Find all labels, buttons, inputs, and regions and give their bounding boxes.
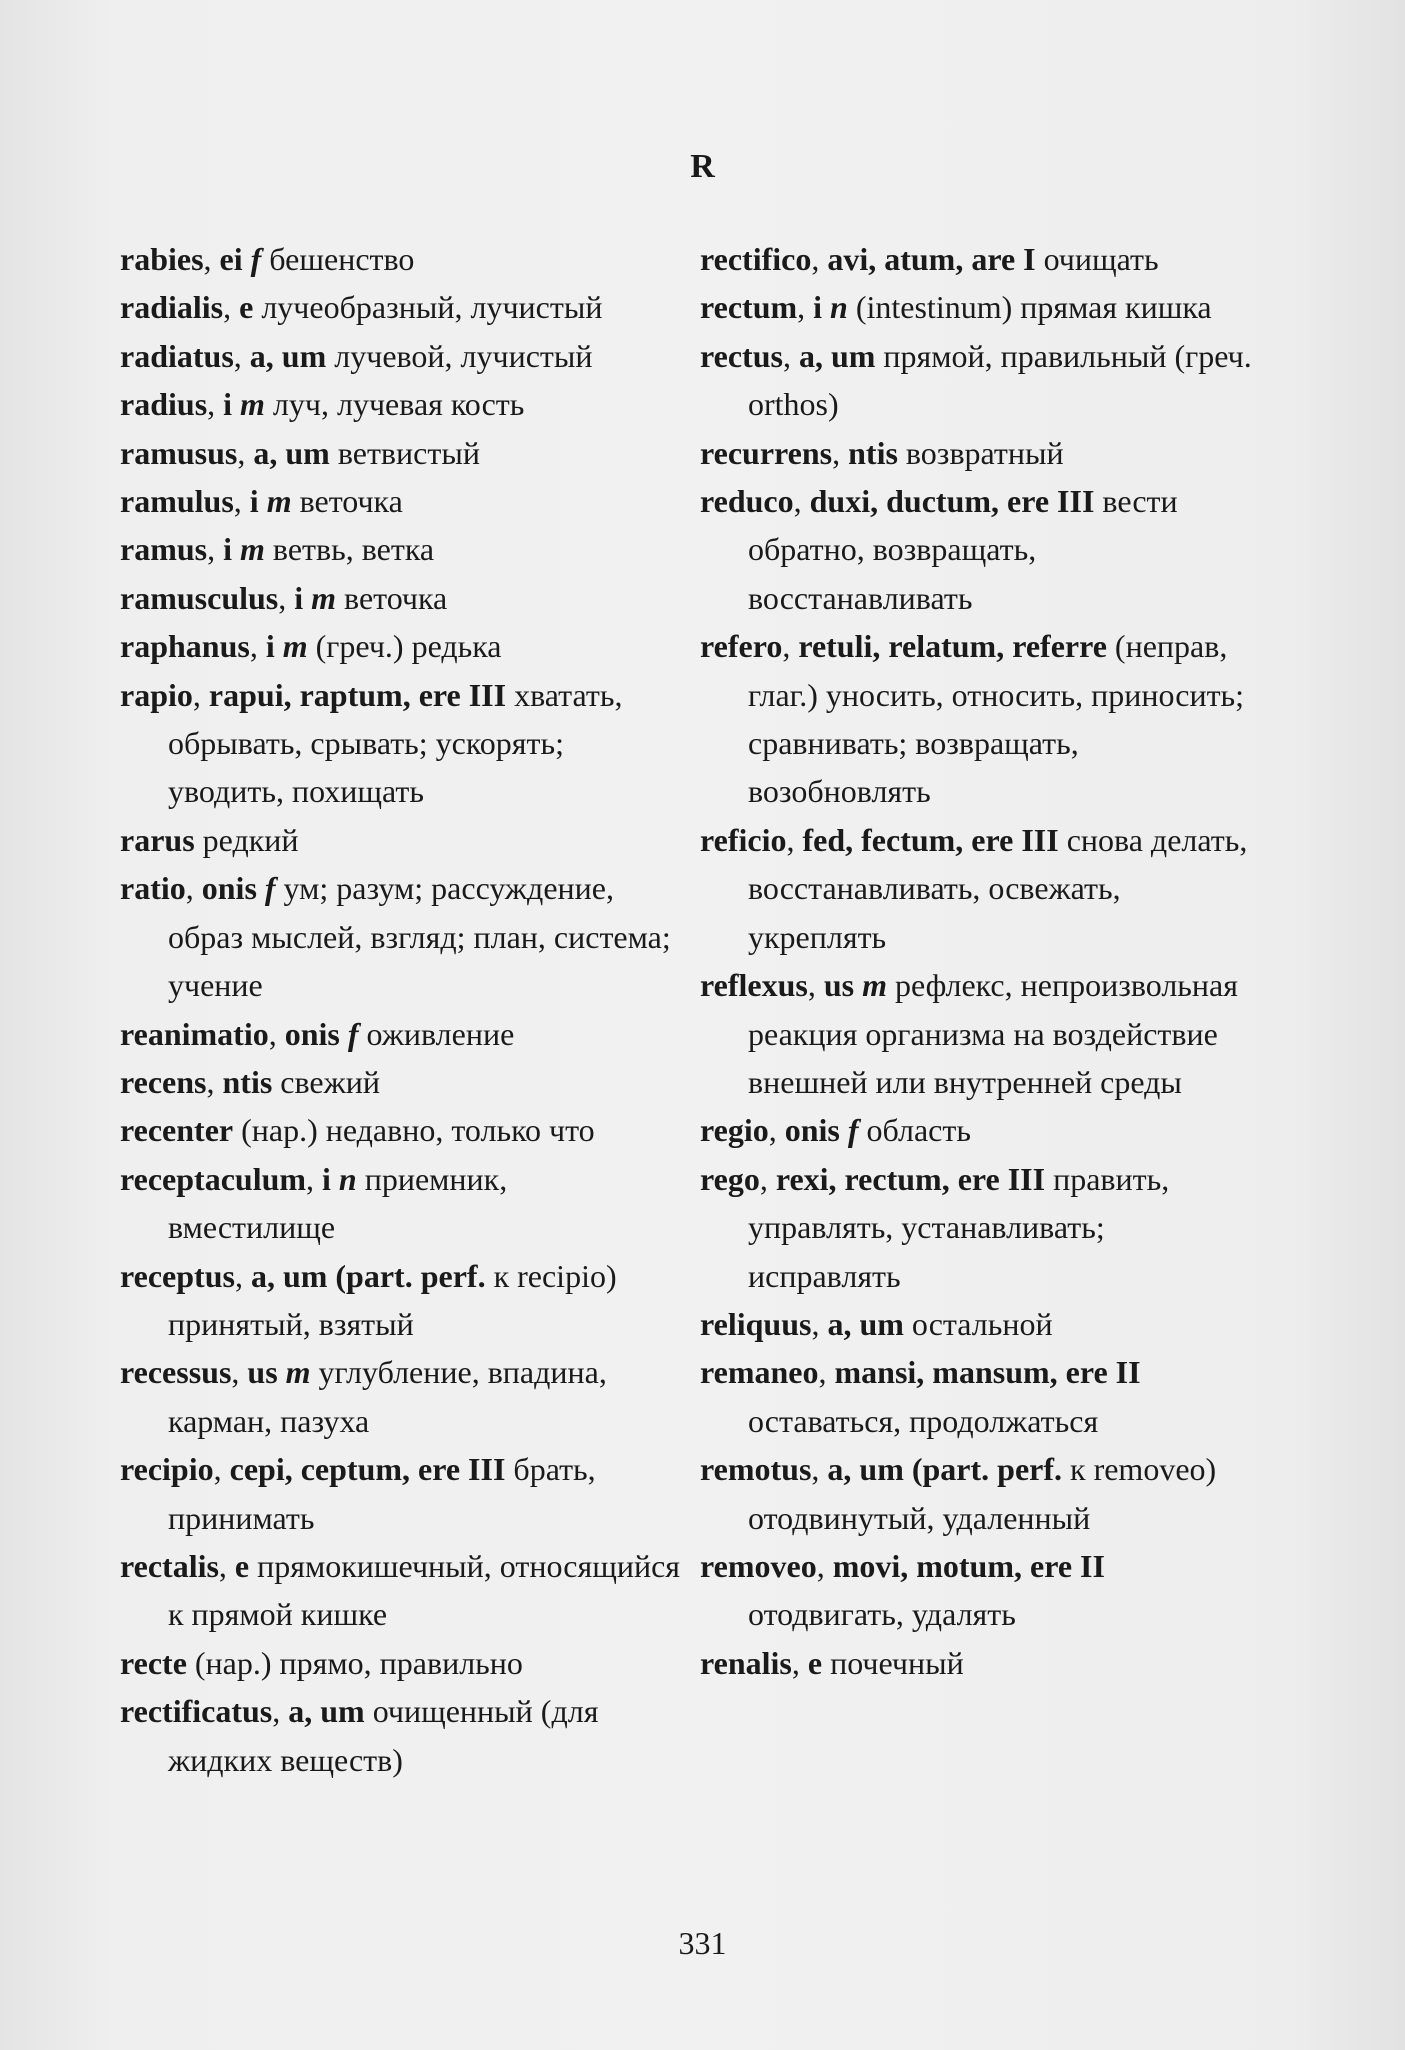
- definition: редкий: [202, 821, 299, 858]
- left-column: [120, 235, 680, 1784]
- headword: receptaculum: [120, 1160, 307, 1197]
- definition: (неправ, глаг.) уносить, относить, приносить; сравнивать; возвращать, возобновлять: [748, 628, 1245, 810]
- dictionary-entry: ramusculus, i m веточка: [120, 579, 448, 616]
- definition: (нар.) недавно, только что: [241, 1112, 595, 1149]
- grammatical-forms: a, um: [249, 337, 327, 374]
- dictionary-entry: regio, onis f область: [700, 1112, 971, 1149]
- headword: radialis: [120, 289, 224, 326]
- definition: остальной: [911, 1305, 1053, 1342]
- dictionary-entry: ratio, onis f ум; разум; рассуждение, образ мыслей, взгляд; план, система; учение: [120, 870, 671, 1004]
- grammatical-forms: a, um: [798, 337, 876, 374]
- headword: rectus: [700, 337, 783, 374]
- definition: править, управлять, устанавливать; исправлять: [748, 1160, 1170, 1294]
- definition: углубление, впадина, карман, пазуха: [168, 1354, 607, 1439]
- headword: rabies: [120, 241, 204, 277]
- section-letter: R: [690, 148, 715, 185]
- grammatical-forms: ntis: [848, 434, 898, 471]
- grammatical-forms: i: [813, 289, 823, 326]
- headword: recurrens: [700, 434, 833, 471]
- grammatical-forms: duxi, ductum, ere III: [809, 483, 1095, 520]
- grammatical-forms: i: [322, 1160, 331, 1197]
- headword: rego: [700, 1160, 760, 1197]
- grammatical-forms: a, um: [253, 434, 330, 471]
- grammatical-forms: ntis: [222, 1063, 273, 1100]
- headword: recenter: [120, 1112, 234, 1149]
- dictionary-entry: removeo, movi, motum, ere II отодвигать, удалять: [700, 1547, 1105, 1633]
- definition: брать, принимать: [168, 1451, 596, 1536]
- dictionary-entry: rabies, ei f бешенство: [120, 241, 415, 277]
- dictionary-entry: refero, retuli, relatum, referre (неправ, глаг.) уносить, относить, приносить; сравнивать; возвращать, возобновлять: [700, 628, 1245, 810]
- gender-marker: m: [282, 628, 308, 665]
- page-number: 331: [678, 1925, 727, 1961]
- headword: rectalis: [120, 1547, 219, 1584]
- grammatical-forms: e: [239, 289, 254, 326]
- grammatical-forms: a, um (part. perf.: [827, 1451, 1063, 1488]
- definition: приемник, вместилище: [168, 1160, 508, 1246]
- grammatical-forms: mansi, mansum, ere II: [834, 1354, 1141, 1391]
- definition: хватать, обрывать, срывать; ускорять; уводить, похищать: [168, 676, 623, 810]
- headword: remaneo: [700, 1354, 819, 1391]
- headword: recens: [120, 1063, 207, 1100]
- definition: луч, лучевая кость: [272, 386, 525, 423]
- definition: веточка: [299, 483, 403, 520]
- headword: rapio: [120, 676, 193, 713]
- headword: reanimatio: [120, 1015, 269, 1052]
- definition: к recipio) принятый, взятый: [168, 1257, 617, 1342]
- definition: (греч.) редька: [315, 628, 502, 665]
- definition: снова делать, восстанавливать, освежать, укреплять: [748, 821, 1248, 955]
- headword: ramulus: [120, 483, 234, 520]
- gender-marker: f: [847, 1112, 859, 1149]
- definition: (нар.) прямо, правильно: [194, 1644, 523, 1681]
- dictionary-entry: ramusus, a, um ветвистый: [120, 434, 480, 471]
- definition: отодвигать, удалять: [748, 1596, 1016, 1633]
- definition: рефлекс, непроизвольная реакция организма на воздействие внешней или внутренней среды: [748, 967, 1238, 1100]
- headword: rectificatus: [120, 1693, 273, 1730]
- definition: очищенный (для жидких веществ): [168, 1693, 599, 1778]
- definition: ум; разум; рассуждение, образ мыслей, взгляд; план, система; учение: [168, 870, 671, 1004]
- definition: оживление: [366, 1015, 515, 1052]
- grammatical-forms: onis: [784, 1112, 840, 1149]
- dictionary-entry: rego, rexi, rectum, ere III править, управлять, устанавливать; исправлять: [700, 1160, 1170, 1294]
- gender-marker: m: [240, 386, 265, 423]
- gender-marker: f: [250, 241, 262, 277]
- headword: ramusus: [120, 434, 238, 471]
- grammatical-forms: fed, fectum, ere III: [802, 821, 1059, 858]
- grammatical-forms: retuli, relatum, referre: [798, 628, 1107, 665]
- grammatical-forms: rexi, rectum, ere III: [775, 1160, 1046, 1197]
- dictionary-entry: renalis, e почечный: [700, 1644, 964, 1681]
- definition: бешенство: [269, 241, 415, 277]
- definition: (intestinum) прямая кишка: [855, 289, 1212, 326]
- headword: reficio: [700, 821, 787, 858]
- definition: лучевой, лучистый: [334, 337, 593, 374]
- grammatical-forms: movi, motum, ere II: [832, 1547, 1105, 1584]
- dictionary-entry: reduco, duxi, ductum, ere III вести обратно, возвращать, восстанавливать: [700, 483, 1178, 616]
- dictionary-entry: recens, ntis свежий: [120, 1063, 380, 1100]
- grammatical-forms: i: [223, 531, 232, 568]
- headword: ramusculus: [120, 579, 279, 616]
- dictionary-entry: remotus, a, um (part. perf. к removeo) отодвинутый, удаленный: [700, 1451, 1217, 1536]
- dictionary-entry: recipio, cepi, ceptum, ere III брать, принимать: [120, 1451, 596, 1536]
- gender-marker: m: [240, 531, 265, 568]
- grammatical-forms: a, um (part. perf.: [250, 1257, 486, 1294]
- grammatical-forms: i: [265, 628, 275, 665]
- headword: radius: [120, 386, 208, 423]
- definition: область: [866, 1112, 971, 1149]
- grammatical-forms: cepi, ceptum, ere III: [229, 1451, 506, 1488]
- grammatical-forms: onis: [201, 870, 257, 907]
- dictionary-entry: recessus, us m углубление, впадина, карман, пазуха: [120, 1354, 607, 1439]
- gender-marker: m: [285, 1354, 311, 1391]
- headword: ratio: [120, 870, 186, 907]
- headword: radiatus: [120, 337, 234, 374]
- dictionary-entry: rectificatus, a, um очищенный (для жидких веществ): [120, 1693, 599, 1778]
- dictionary-entry: ramulus, i m веточка: [120, 483, 403, 520]
- grammatical-forms: a, um: [827, 1305, 904, 1342]
- grammatical-forms: avi, atum, are I: [827, 241, 1036, 277]
- definition: ветвь, ветка: [272, 531, 435, 568]
- headword: recessus: [120, 1354, 232, 1391]
- grammatical-forms: us: [247, 1354, 278, 1391]
- dictionary-entry: radialis, e лучеобразный, лучистый: [120, 289, 603, 326]
- definition: возвратный: [905, 434, 1064, 471]
- grammatical-forms: e: [807, 1644, 823, 1681]
- dictionary-entry: receptaculum, i n приемник, вместилище: [120, 1160, 508, 1246]
- dictionary-entry: recurrens, ntis возвратный: [700, 434, 1064, 471]
- dictionary-entry: rectifico, avi, atum, are I очищать: [700, 241, 1159, 277]
- definition: свежий: [280, 1063, 380, 1100]
- dictionary-entry: rectalis, e прямокишечный, относящийся к прямой кишке: [120, 1547, 680, 1633]
- dictionary-entry: remaneo, mansi, mansum, ere II оставаться, продолжаться: [700, 1354, 1141, 1439]
- definition: лучеобразный, лучистый: [261, 289, 603, 326]
- definition: прямой, правильный (греч. orthos): [748, 337, 1252, 423]
- grammatical-forms: i: [223, 386, 233, 423]
- dictionary-entry: [120, 1106, 680, 1154]
- definition: ветвистый: [337, 434, 480, 471]
- headword: rectum: [700, 289, 798, 326]
- headword: rarus: [120, 821, 195, 858]
- dictionary-entry: [120, 1639, 680, 1687]
- definition: очищать: [1043, 241, 1159, 277]
- grammatical-forms: rapui, raptum, ere III: [208, 676, 507, 713]
- dictionary-entry: rapio, rapui, raptum, ere III хватать, обрывать, срывать; ускорять; уводить, похищать: [120, 676, 623, 810]
- headword: recipio: [120, 1451, 214, 1488]
- gender-marker: f: [264, 870, 276, 907]
- definition: оставаться, продолжаться: [748, 1402, 1099, 1439]
- dictionary-entry: [120, 816, 680, 864]
- headword: receptus: [120, 1257, 235, 1294]
- headword: refero: [700, 628, 783, 665]
- grammatical-forms: i: [249, 483, 259, 520]
- definition: веточка: [344, 579, 448, 616]
- headword: ramus: [120, 531, 208, 568]
- dictionary-entry: rectus, a, um прямой, правильный (греч. orthos): [700, 337, 1252, 423]
- gender-marker: n: [830, 289, 848, 326]
- gender-marker: m: [311, 579, 337, 616]
- definition: прямокишечный, относящийся к прямой кишке: [168, 1547, 680, 1633]
- dictionary-entry: radius, i m луч, лучевая кость: [120, 386, 525, 423]
- headword: regio: [700, 1112, 769, 1149]
- dictionary-entry: rectum, i n (intestinum) прямая кишка: [700, 289, 1212, 326]
- grammatical-forms: ei: [219, 241, 243, 277]
- headword: renalis: [700, 1644, 792, 1681]
- headword: recte: [120, 1644, 187, 1681]
- dictionary-entry: reflexus, us m рефлекс, непроизвольная реакция организма на воздействие внешней или внутренней среды: [700, 967, 1238, 1100]
- headword: reduco: [700, 483, 794, 520]
- dictionary-entry: reanimatio, onis f оживление: [120, 1015, 515, 1052]
- gender-marker: n: [338, 1160, 357, 1197]
- definition: почечный: [830, 1644, 964, 1681]
- grammatical-forms: i: [294, 579, 304, 616]
- grammatical-forms: onis: [284, 1015, 340, 1052]
- definition: вести обратно, возвращать, восстанавливать: [748, 483, 1178, 616]
- dictionary-entry: reliquus, a, um остальной: [700, 1305, 1053, 1342]
- grammatical-forms: e: [234, 1547, 250, 1584]
- dictionary-entry: receptus, a, um (part. perf. к recipio) принятый, взятый: [120, 1257, 617, 1342]
- headword: reflexus: [700, 967, 808, 1004]
- grammatical-forms: us: [823, 967, 855, 1004]
- gender-marker: m: [266, 483, 292, 520]
- dictionary-entry: reficio, fed, fectum, ere III снова делать, восстанавливать, освежать, укреплять: [700, 821, 1248, 955]
- headword: rectifico: [700, 241, 812, 277]
- dictionary-entry: ramus, i m ветвь, ветка: [120, 531, 435, 568]
- gender-marker: m: [862, 967, 887, 1004]
- headword: removeo: [700, 1547, 817, 1584]
- dictionary-entry: raphanus, i m (греч.) редька: [120, 628, 502, 665]
- right-column: [700, 235, 1260, 1687]
- headword: reliquus: [700, 1305, 812, 1342]
- definition: к removeo) отодвинутый, удаленный: [748, 1451, 1217, 1536]
- grammatical-forms: a, um: [288, 1693, 365, 1730]
- headword: raphanus: [120, 628, 250, 665]
- dictionary-entry: radiatus, a, um лучевой, лучистый: [120, 337, 593, 374]
- headword: remotus: [700, 1451, 812, 1488]
- gender-marker: f: [347, 1015, 359, 1052]
